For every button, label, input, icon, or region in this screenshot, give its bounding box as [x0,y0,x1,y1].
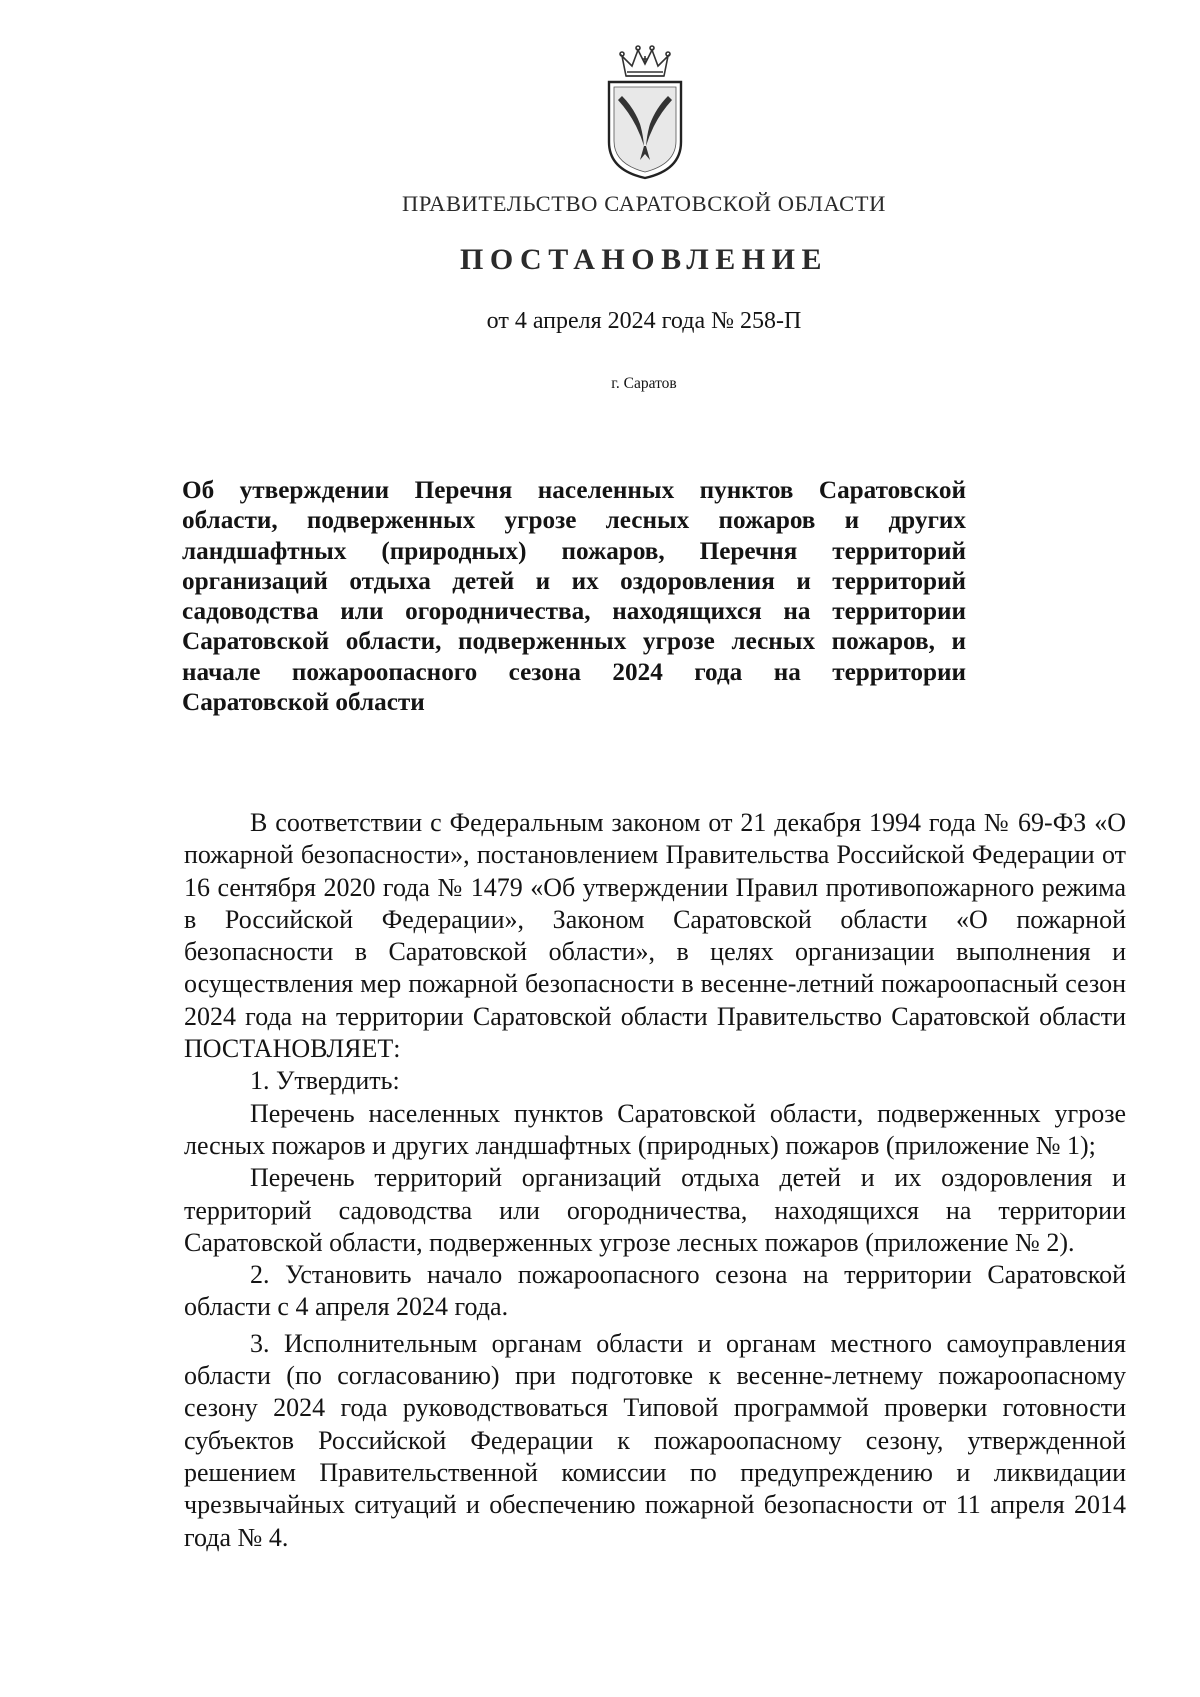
paragraph-item-1-list-2: Перечень территорий организаций отдыха детей и их оздоровления и территорий садоводства или огородничества, находящихся на территории Саратовской области, подверженных угрозе лесных пожаров (приложение № 2). [184,1163,1126,1257]
document-type: ПОСТАНОВЛЕНИЕ [460,243,828,276]
paragraph-item-2: 2. Установить начало пожароопасного сезона на территории Саратовской области с 4 апреля 2024 года. [184,1260,1126,1322]
document-body [184,807,1126,1554]
paragraph-item-1: 1. Утвердить: [250,1066,400,1096]
document-date-number: от 4 апреля 2024 года № 258-П [486,308,802,334]
document-city: г. Саратов [611,375,677,392]
coat-of-arms-icon [604,42,686,180]
paragraph-item-3: 3. Исполнительным органам области и органам местного самоуправления области (по согласованию) при подготовке к весенне-летнему пожароопасному сезону 2024 года руководствоваться Типовой программой проверки готовности субъектов Российской Федерации к пожароопасному сезону, утвержденной решением Правительственной комиссии по предупреждению и ликвидации чрезвычайных ситуаций и обеспечению пожарной безопасности от 11 апреля 2014 года № 4. [184,1328,1126,1552]
paragraph-item-1-list-1: Перечень населенных пунктов Саратовской области, подверженных угрозе лесных пожаров и других ландшафтных (природных) пожаров (приложение № 1); [184,1098,1126,1160]
document-title: Об утверждении Перечня населенных пунктов Саратовской области, подверженных угрозе лесных пожаров и других ландшафтных (природных) пожаров, Перечня территорий организаций отдыха детей и их оздоровления и территорий садоводства или огородничества, находящихся на территории Саратовской области, подверженных угрозе лесных пожаров, и начале пожароопасного сезона 2024 года на территории Саратовской области [182,477,966,717]
organization-name: ПРАВИТЕЛЬСТВО САРАТОВСКОЙ ОБЛАСТИ [402,191,886,216]
paragraph-preamble: В соответствии с Федеральным законом от 21 декабря 1994 года № 69-ФЗ «О пожарной безопасности», постановлением Правительства Российской Федерации от 16 сентября 2020 года № 1479 «Об утверждении Правил противопожарного режима в Российской Федерации», Законом Саратовской области «О пожарной безопасности в Саратовской области», в целях организации выполнения и осуществления мер пожарной безопасности в весенне-летний пожароопасный сезон 2024 года на территории Саратовской области Правительство Саратовской области ПОСТАНОВЛЯЕТ: [184,808,1126,1064]
